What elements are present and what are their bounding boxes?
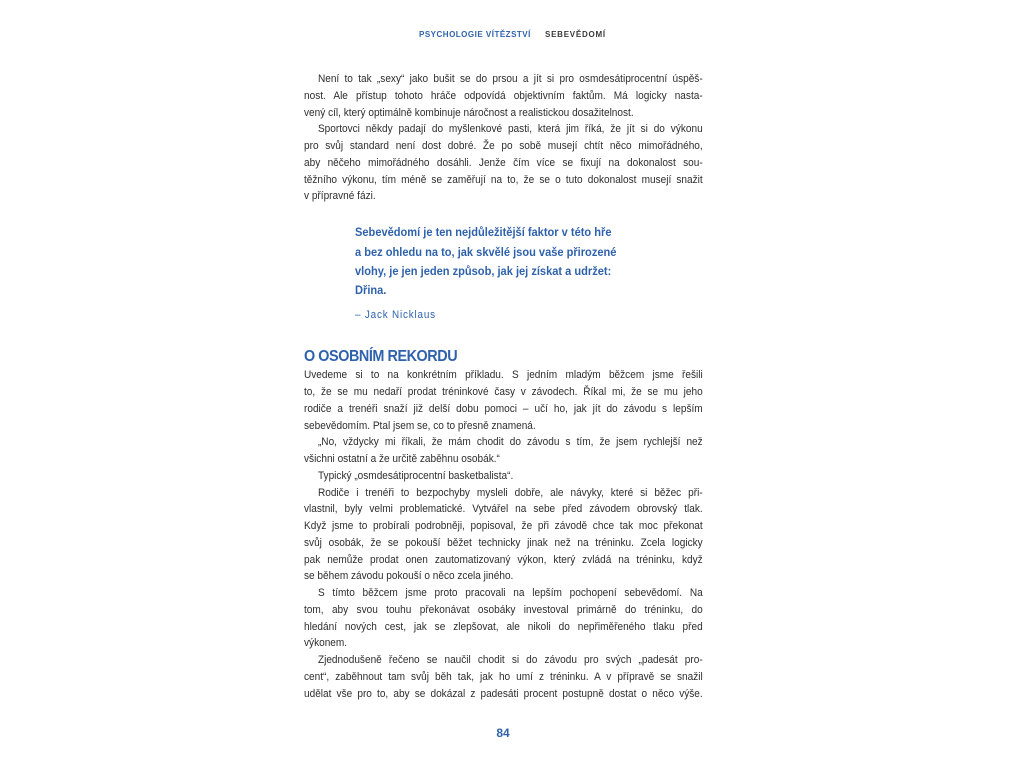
text-line: vený cíl, který optimálně kombinuje náročnost a realistickou dosažitelnost. — [304, 106, 634, 119]
page-number: 84 — [496, 726, 510, 740]
text-line: výkonem. — [304, 637, 348, 650]
paragraph — [304, 585, 703, 652]
paragraph — [304, 367, 703, 434]
running-header-book-title: PSYCHOLOGIE VÍTĚZSTVÍ — [419, 30, 531, 39]
paragraph — [304, 121, 703, 205]
text-line: Není to tak „sexy“ jako bušit se do prsou a jít si pro osmdesátiprocentní úspěš- — [317, 73, 703, 85]
text-line: Zjednodušeně řečeno se naučil chodit si do závodu pro svých „padesát pro- — [317, 654, 703, 667]
text-line: pro svůj standard není dost dobré. Že po sobě musejí chtít něco mimořádného, — [304, 140, 703, 152]
text-line: Rodiče i trenéři to bezpochyby mysleli dobře, ale návyky, které si běžec při- — [317, 486, 703, 499]
text-line: hledání nových cest, jak se zlepšovat, ale nikoli do nepřiměřeného tlaku před — [304, 620, 703, 633]
text-line: Když jsme to probírali podrobněji, popisoval, že při závodě chce tak moc překonat — [304, 520, 703, 533]
text-line: rodiče a trenéři snaží již delší dobu pomoci – učí ho, jak jít do závodu s lepším — [304, 402, 703, 415]
section-body — [304, 367, 703, 702]
paragraph — [304, 434, 703, 468]
text-line: sebevědomím. Ptal jsem se, co to přesně znamená. — [304, 419, 536, 432]
text-line: S tímto běžcem jsme proto pracovali na lepším pochopení sebevědomí. Na — [317, 587, 703, 600]
running-header-chapter-title: SEBEVĚDOMÍ — [545, 30, 606, 39]
text-line: pak nemůže prodat onen zautomatizovaný výkon, který zvládá na tréninku, když — [304, 553, 703, 566]
text-line: cent“, zaběhnout tam svůj běh tak, jak ho umí z tréninku. A v přípravě se snažil — [304, 670, 703, 683]
text-line: nost. Ale přístup tohoto hráče odpovídá objektivním faktům. Má logicky nasta- — [304, 89, 703, 102]
text-line: Uvedeme si to na konkrétním příkladu. S jedním mladým běžcem jsme řešili — [304, 369, 703, 382]
text-line: v přípravné fázi. — [304, 190, 376, 203]
text-column — [304, 71, 703, 702]
paragraph — [304, 485, 703, 586]
quote-line: Sebevědomí je ten nejdůležitější faktor v této hře — [355, 225, 612, 240]
text-line: Sportovci někdy padají do myšlenkové pasti, která jim říká, že jít si do výkonu — [317, 123, 703, 136]
text-line: se během závodu pokouší o něco zcela jiného. — [304, 570, 514, 583]
text-line: „No, vždycky mi říkali, že mám chodit do závodu s tím, že jsem rychlejší než — [317, 436, 703, 449]
paragraph — [304, 652, 703, 702]
text-line: těžního výkonu, tím méně se zaměřují na to, že se o tuto dokonalost musejí snažit — [304, 173, 703, 186]
text-line: tom, aby svou touhu překonávat osobáky investoval primárně do tréninku, do — [304, 603, 703, 616]
quote-attribution: – Jack Nicklaus — [355, 308, 436, 321]
text-line: aby něčeho mimořádného dosáhli. Jenže čím více se fixují na dokonalost sou- — [304, 156, 703, 169]
text-line: udělat vše pro to, aby se dokázal z padesáti procent postupně dostat o něco výše. — [304, 687, 703, 700]
text-line: svůj osobák, že se pokouší běžet technicky jinak než na tréninku. Zcela logicky — [304, 536, 703, 549]
text-line: to, že se mu nedaří prodat tréninkové časy v závodech. Říkal mi, že se mu jeho — [304, 386, 703, 399]
pull-quote — [304, 223, 703, 323]
quote-line: vlohy, je jen jeden způsob, jak jej získat a udržet: — [355, 263, 612, 278]
text-line: vlastnil, byly velmi problematické. Vytvářel na sebe před závodem obrovský tlak. — [304, 503, 703, 516]
text-line: všichni ostatní a že určitě zaběhnu osobák.“ — [304, 453, 500, 466]
paragraph — [304, 71, 703, 121]
paragraph — [304, 468, 703, 485]
quote-line: a bez ohledu na to, jak skvělé jsou vaše přirozené — [355, 244, 617, 259]
quote-line: Dřina. — [355, 283, 387, 298]
text-line: Typický „osmdesátiprocentní basketbalista“. — [317, 469, 514, 482]
section-heading: O OSOBNÍM REKORDU — [304, 347, 458, 365]
